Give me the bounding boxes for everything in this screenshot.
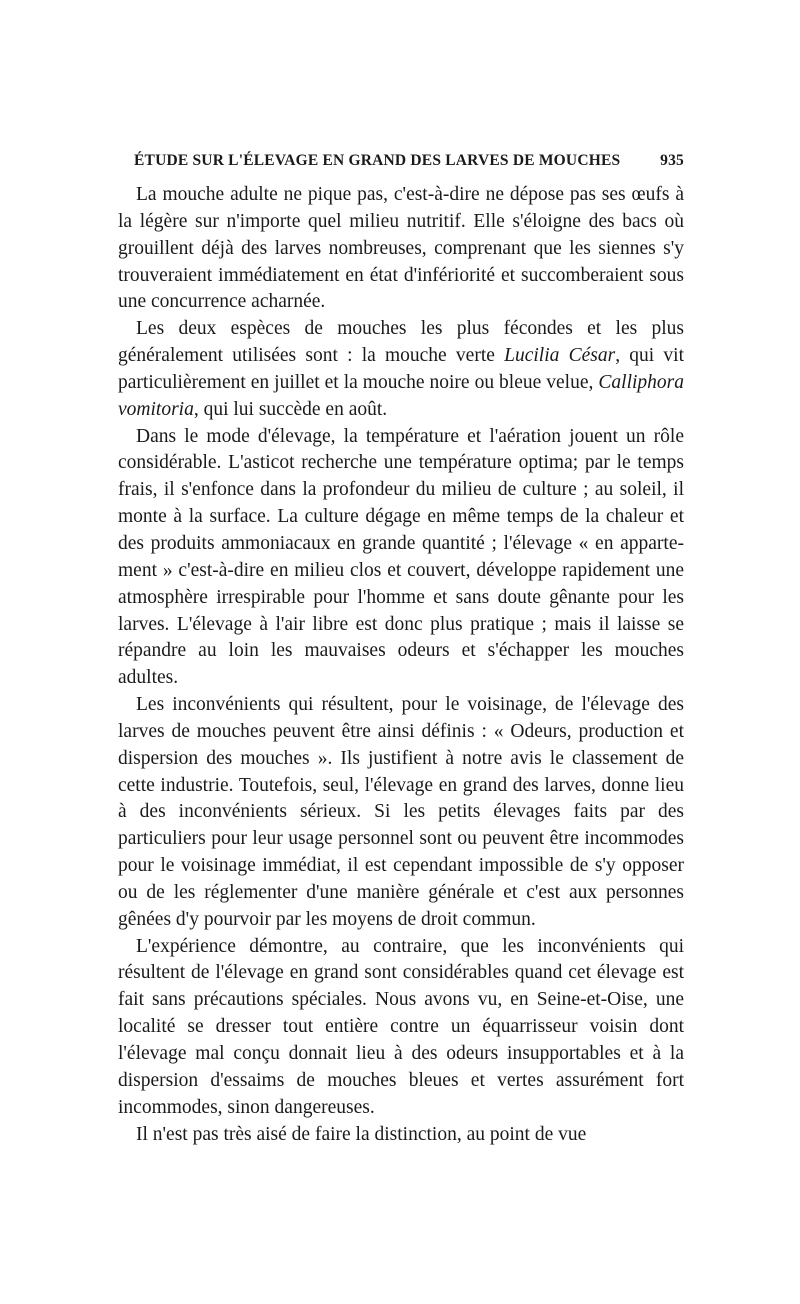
paragraph-5: L'expérience démontre, au contraire, que les inconvénients qui résultent de l'élevage en grand sont considérables quand cet élevage est fait sans précautions spéciales. Nous avons vu, en Seine-et-Oise, une localité se dresser tout entière contre un équarrisseur voisin dont l'élevage mal conçu donnait lieu à des odeurs insupportables et à la dispersion d'essaims de mouches bleues et vertes assurément fort incommodes, sinon dangereuses. xyxy=(118,935,684,1118)
paragraph-2-text-b: , qui vit particulièrement en juillet et la mouche noire ou bleue velue, xyxy=(118,345,684,393)
paragraph-2-text-a: Les deux espèces de mouches les plus fécondes et les plus généralement utilisées sont : la mouche verte xyxy=(118,318,684,367)
paragraph-4: Les inconvénients qui résultent, pour le voisinage, de l'élevage des larves de mouches peuvent être ainsi définis : « Odeurs, production et dispersion des mouches ». Ils justifient à notre avis le classement de cette industrie. Toutefois, seul, l'élevage en grand des larves, donne lieu à des inconvénients sérieux. Si les petits élevages faits par des particuliers pour leur usage personnel sont ou peuvent être incommodes pour le voisinage immédiat, il est cependant impossible de s'y opposer ou de les réglementer d'une manière générale et c'est aux personnes gênées d'y pourvoir par les moyens de droit commun. xyxy=(118,694,684,930)
running-head xyxy=(134,152,684,170)
paragraph-3: Dans le mode d'élevage, la température et l'aération jouent un rôle considérable. L'asticot recherche une température optima; par le temps frais, il s'enfonce dans la profondeur du milieu de culture ; au soleil, il monte à la surface. La culture dégage en même temps de la chaleur et des produits ammoniacaux en grande quantité ; l'élevage « en appartement » c'est-à-dire en milieu clos et couvert, développe rapidement une atmosphère irrespirable pour l'homme et sans doute gênante pour les larves. L'élevage à l'air libre est donc plus pratique ; mais il laisse se répandre au loin les mauvaises odeurs et s'échapper les mouches adultes. xyxy=(118,425,684,689)
species-lucilia: Lucilia César xyxy=(504,345,616,367)
paragraph-2 xyxy=(118,316,684,423)
running-title: ÉTUDE SUR L'ÉLEVAGE EN GRAND DES LARVES DE MOUCHES xyxy=(134,152,621,169)
page xyxy=(118,152,684,1148)
body-text xyxy=(118,182,684,1148)
paragraph-1: La mouche adulte ne pique pas, c'est-à-dire ne dépose pas ses œufs à la légère sur n'importe quel milieu nutritif. Elle s'éloigne des bacs où grouillent déjà des larves nombreuses, comprenant que les siennes s'y trouveraient immédiatement en état d'infériorité et succomberaient sous une concurrence acharnée. xyxy=(118,184,684,313)
page-number: 935 xyxy=(660,152,684,169)
species-calliphora: Calliphora vomitoria xyxy=(118,371,684,420)
paragraph-2-text-c: , qui lui succède en août. xyxy=(193,398,388,420)
paragraph-6: Il n'est pas très aisé de faire la distinction, au point de vue xyxy=(136,1123,587,1145)
